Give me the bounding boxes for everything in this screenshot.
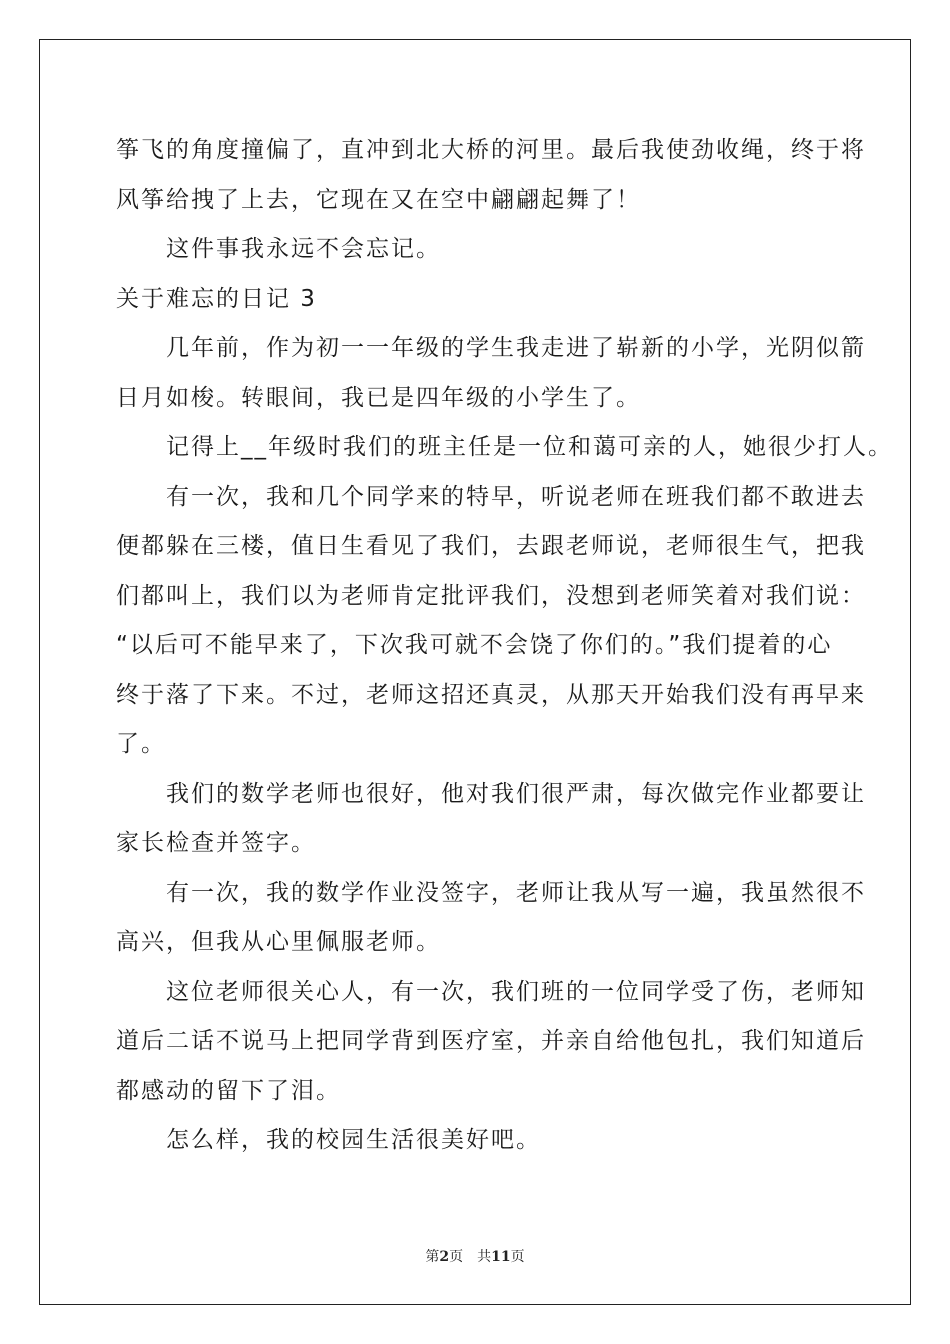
text-line: 都感动的留下了泪。 xyxy=(116,1077,341,1104)
text-line: 们都叫上，我们以为老师肯定批评我们，没想到老师笑着对我们说： xyxy=(116,582,866,609)
text-line: 便都躲在三楼，值日生看见了我们，去跟老师说，老师很生气，把我 xyxy=(116,533,866,559)
text-line: 了。 xyxy=(116,731,166,757)
page-number-prefix: 第 xyxy=(425,1249,440,1265)
document-body xyxy=(116,126,893,1166)
total-pages-prefix: 共 xyxy=(477,1249,492,1265)
text-line: 关于难忘的日记 3 xyxy=(116,285,317,312)
text-line: 家长检查并签字。 xyxy=(116,830,316,856)
page-number: 2 xyxy=(439,1249,450,1265)
total-pages-suffix: 页 xyxy=(510,1249,525,1265)
text-line: 风筝给拽了上去，它现在又在空中翩翩起舞了！ xyxy=(116,186,641,213)
page-footer xyxy=(0,1246,950,1266)
text-line: 怎么样，我的校园生活很美好吧。 xyxy=(166,1127,541,1153)
total-pages: 11 xyxy=(491,1249,511,1265)
page-number-suffix: 页 xyxy=(449,1249,464,1265)
text-line: “以后可不能早来了，下次我可就不会饶了你们的。”我们提着的心 xyxy=(116,632,833,658)
text-line: 终于落了下来。不过，老师这招还真灵，从那天开始我们没有再早来 xyxy=(116,681,866,708)
text-line: 我们的数学老师也很好，他对我们很严肃，每次做完作业都要让 xyxy=(166,780,866,807)
text-line: 这件事我永远不会忘记。 xyxy=(166,236,441,262)
text-line: 有一次，我的数学作业没签字，老师让我从写一遍，我虽然很不 xyxy=(166,879,866,906)
text-line: 日月如梭。转眼间，我已是四年级的小学生了。 xyxy=(116,384,641,411)
text-line: 筝飞的角度撞偏了，直冲到北大桥的河里。最后我使劲收绳，终于将 xyxy=(116,137,866,163)
text-line: 记得上__年级时我们的班主任是一位和蔼可亲的人，她很少打人。 xyxy=(166,434,893,460)
text-line: 这位老师很关心人，有一次，我们班的一位同学受了伤，老师知 xyxy=(166,978,866,1005)
text-line: 有一次，我和几个同学来的特早，听说老师在班我们都不敢进去 xyxy=(166,483,866,510)
text-line: 几年前，作为初一一年级的学生我走进了崭新的小学，光阴似箭 xyxy=(166,335,866,361)
text-line: 道后二话不说马上把同学背到医疗室，并亲自给他包扎，我们知道后 xyxy=(116,1028,866,1054)
text-line: 高兴，但我从心里佩服老师。 xyxy=(116,929,441,955)
